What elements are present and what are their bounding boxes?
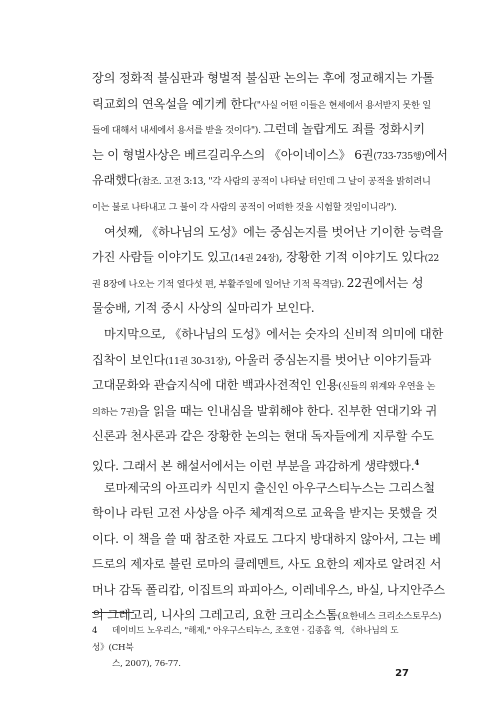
text-line: 있다. 그래서 본 해설서에서는 이런 부분을 과감하게 생략했다.$^4$ [92,457,420,473]
text-line: 이는 불로 나타내고 그 불이 각 사람의 공적이 어떠한 것을 시험할 것임이니라"). [92,201,397,213]
footnote-line: 4 데이비드 노우리스, "해제," 아우구스티누스, 조호연 · 김종흡 역, 《하나님의 도성》(CH북 [92,623,410,656]
text-line: 물숭배, 기적 중시 사상의 실마리가 보인다. [92,301,315,316]
paragraph-start-line: 로마제국의 아프리카 식민지 출신인 아우구스티누스는 그리스철 [104,480,435,495]
text-line: 머나 감독 폴리캅, 이집트의 파피아스, 이레네우스, 바실, 나지안주스 [92,582,445,597]
text-line: 유래했다(참조. 고전 3:13, "각 사람의 공적이 나타날 터인데 그 날이 공적을 밝히려니 [92,173,431,188]
text-line: 학이나 라틴 고전 사상을 아주 체계적으로 교육을 받지는 못했을 것 [92,506,438,521]
text-line: 신론과 천사론과 같은 장황한 논의는 현대 독자들에게 지루할 수도 [92,429,434,444]
paragraph-start-line: 마지막으로, 《하나님의 도성》에서는 숫자의 신비적 의미에 대한 [104,326,444,341]
footnote [92,623,410,673]
text-line: 는 이 형벌사상은 베르길리우스의 《아이네이스》 6권(733-735행)에서 [92,147,448,162]
text-line: 장의 정화적 불심판과 형벌적 불심판 논의는 후에 정교해지는 가톨 [92,71,434,85]
text-line: 이다. 이 책을 쓸 때 참조한 자료도 그다지 방대하지 않아서, 그는 베 [92,531,441,546]
footnote-divider [92,612,134,613]
text-line: 권 8장에 나오는 기적 열다섯 편, 부활주일에 일어난 기적 목격담). 22권에서는 성 [92,275,424,290]
text-line: 가진 사람들 이야기도 있고(14권 24장), 장황한 기적 이야기도 있다(22 [92,250,439,265]
text-line: 릭교회의 연옥설을 예기케 한다("사실 어떤 이들은 현세에서 용서받지 못한 일 [92,96,431,111]
footnote-number: 4 [92,626,98,636]
text-line: 들에 대해서 내세에서 용서를 받을 것이다"). 그런데 놀랍게도 죄를 정화시키 [92,122,425,137]
footnote-line: 스, 2007), 76-77. [112,659,181,669]
text-line: 집착이 보인다(11권 30-31장), 아울러 중심논지를 벗어난 이야기들과 [92,352,432,367]
page-number: 27 [395,668,409,679]
text-line: 드로의 제자로 불린 로마의 클레멘트, 사도 요한의 제자로 알려진 서 [92,557,442,572]
body-text [92,66,448,629]
paragraph-start-line: 여섯째, 《하나님의 도성》에는 중심논지를 벗어난 기이한 능력을 [104,224,444,239]
text-line: 고대문화와 관습지식에 대한 백과사전적인 인용(신들의 위계와 우연을 논 [92,378,436,393]
text-line: 의하는 7권)을 읽을 때는 인내심을 발휘해야 한다. 진부한 연대기와 귀 [92,403,438,418]
text-line: 의 그레고리, 니사의 그레고리, 요한 크리소스톰(요한네스 크리소스토무스) [92,608,442,623]
footnote-marker: 4 [414,457,420,467]
